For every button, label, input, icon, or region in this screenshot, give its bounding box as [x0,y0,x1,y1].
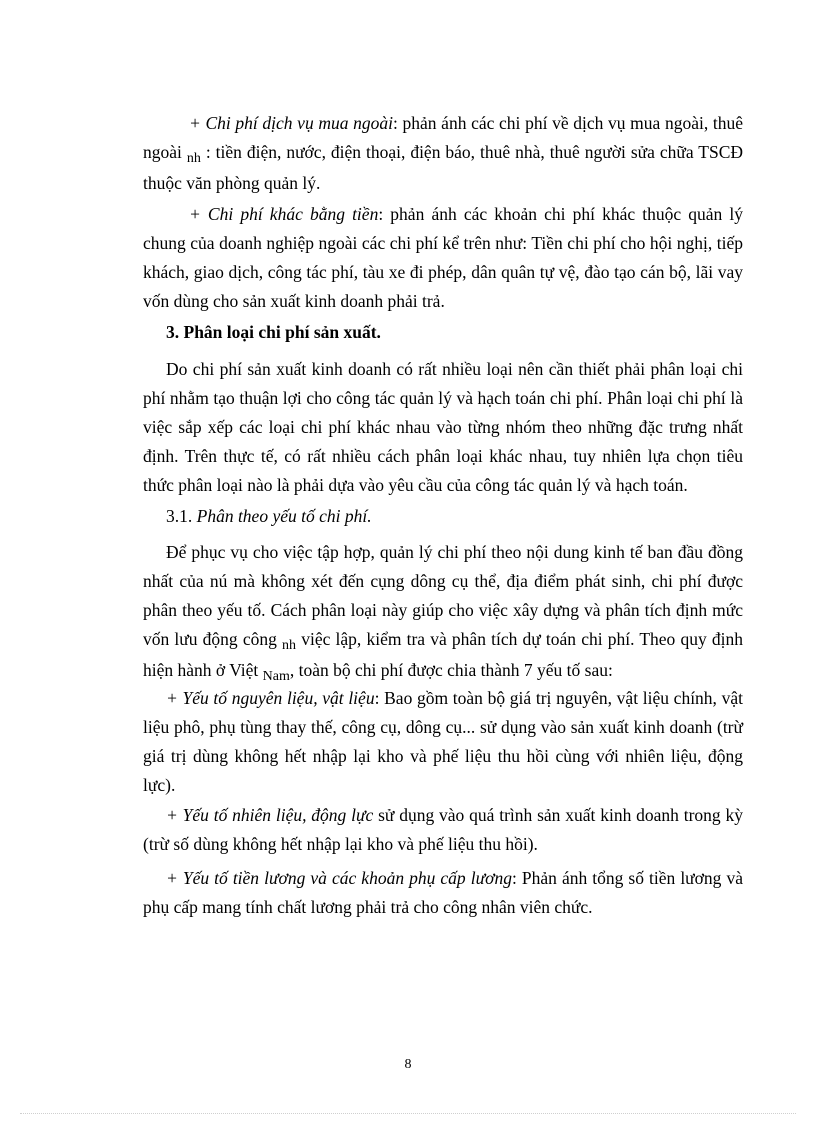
section-heading: 3. Phân loại chi phí sản xuất. [166,322,381,342]
subsection-heading [166,502,372,531]
subsection-number: 3.1. [166,506,193,526]
paragraph-text: : Phản ánh tổng số tiền lương và phụ cấp mang tính chất lương phải trả cho công nhân viên chức. [143,868,743,917]
paragraph-other-cash-costs [143,200,743,316]
paragraph-text: : tiền điện, nước, điện thoại, điện báo, thuê nhà, thuê người sửa chữa TSCĐ thuộc văn phòng quản lý. [143,142,744,193]
paragraph-cost-elements [143,538,743,687]
term-other-cash-costs: + Chi phí khác bằng tiền [189,204,379,224]
paragraph-text: : phản ánh các khoản chi phí khác thuộc quản lý chung của doanh nghiệp ngoài các chi phí kể trên như: Tiền chi phí cho hội nghị, tiếp khách, giao dịch, công tác phí, tàu xe đi phép, dân quân tự vệ, đào tạo cán bộ, lãi vay vốn dùng cho sản xuất kinh doanh phải trả. [143,204,743,311]
paragraph-text: sử dụng vào quá trình sản xuất kinh doanh trong kỳ (trừ số dùng không hết nhập lại kho và phế liệu thu hồi). [143,805,743,854]
paragraph-fuel [143,801,743,859]
term-wages: + Yếu tố tiền lương và các khoản phụ cấp lương [166,868,512,888]
small-fragment: nh [282,638,297,653]
paragraph-classification-intro: Do chi phí sản xuất kinh doanh có rất nhiều loại nên cần thiết phải phân loại chi phí nhằm tạo thuận lợi cho công tác quản lý và hạch toán chi phí. Phân loại chi phí là việc sắp xếp các loại chi phí khác nhau vào từng nhóm theo những đặc trưng nhất định. Trên thực tế, có rất nhiều cách phân loại khác nhau, tuy nhiên lựa chọn tiêu thức phân loại nào là phải dựa vào yêu cầu của công tác quản lý và hạch toán. [143,359,743,495]
paragraph-text: : phản ánh các chi phí về dịch vụ mua ngoài, thuê ngoài [143,113,743,162]
small-fragment: nh [186,151,201,166]
term-materials: + Yếu tố nguyên liệu, vật liệu [166,688,375,708]
paragraph-text: Để phục vụ cho việc tập hợp, quản lý chi phí theo nội dung kinh tế ban đầu đồng nhất của nú mà không xét đến cụng dông cụ thể, địa điểm phát sinh, chi phí được phân theo yếu tố. Cách phân loại này giúp cho việc xây dựng và phân tích định mức vốn lưu động công [143,542,743,649]
footer-divider [20,1113,796,1114]
term-outsourced-services: + Chi phí dịch vụ mua ngoài [189,113,393,133]
paragraph-outsourced-services [143,109,743,198]
page-number: 8 [404,1057,412,1072]
small-fragment: Nam [262,669,290,684]
paragraph-text: , toàn bộ chi phí được chia thành 7 yếu tố sau: [289,660,613,680]
paragraph-text: : Bao gồm toàn bộ giá trị nguyên, vật liệu chính, vật liệu phô, phụ tùng thay thế, công cụ, dông cụ... sử dụng vào sản xuất kinh doanh (trừ giá trị dùng không hết nhập lại kho và phế liệu thu hồi cùng với nhiên liệu, động lực). [143,688,744,795]
paragraph-text: việc lập, kiểm tra và phân tích dự toán chi phí. Theo quy định hiện hành ở Việt [143,629,744,680]
subsection-title: Phân theo yếu tố chi phí. [196,506,372,526]
paragraph-materials [143,684,743,800]
term-fuel: + Yếu tố nhiên liệu, động lực [166,805,374,825]
paragraph-wages [143,864,743,922]
